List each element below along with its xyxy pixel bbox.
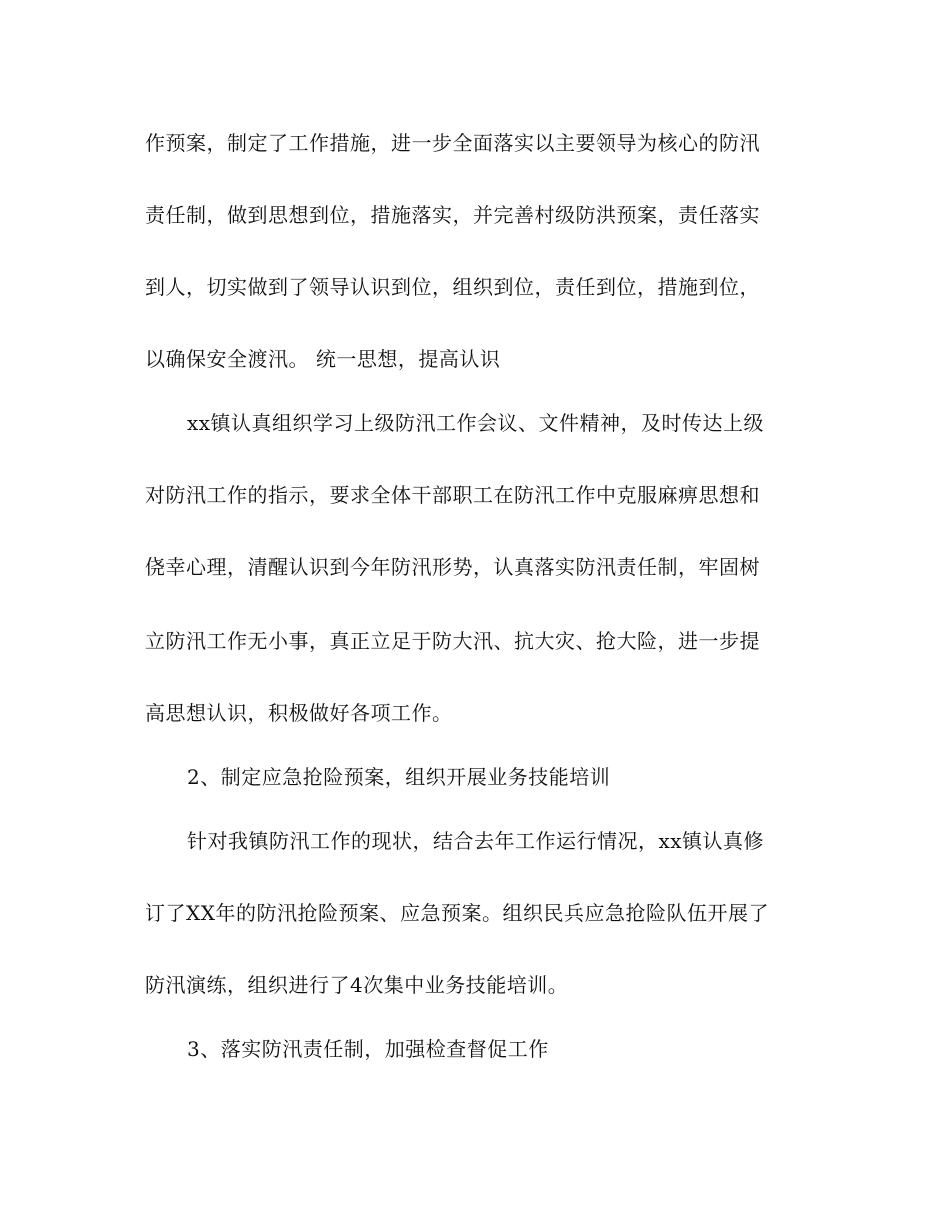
paragraph-line: 针对我镇防汛工作的现状，结合去年工作运行情况，xx镇认真修: [187, 829, 765, 853]
paragraph-line: xx镇认真组织学习上级防汛工作会议、文件精神，及时传达上级: [187, 411, 765, 435]
paragraph-line: 侥幸心理，清醒认识到今年防汛形势，认真落实防汛责任制，牢固树: [145, 555, 760, 579]
section-heading: 3、落实防汛责任制，加强检查督促工作: [187, 1037, 549, 1061]
paragraph-line: 以确保安全渡汛。 统一思想，提高认识: [145, 347, 501, 371]
paragraph-line: 立防汛工作无小事，真正立足于防大汛、抗大灾、抢大险，进一步提: [145, 629, 760, 653]
paragraph-line: 对防汛工作的指示，要求全体干部职工在防汛工作中克服麻痹思想和: [145, 483, 760, 507]
section-heading: 2、制定应急抢险预案，组织开展业务技能培训: [187, 765, 611, 789]
paragraph-line: 防汛演练，组织进行了4次集中业务技能培训。: [145, 973, 569, 997]
paragraph-line: 订了XX年的防汛抢险预案、应急预案。组织民兵应急抢险队伍开展了: [145, 901, 769, 925]
paragraph-line: 作预案，制定了工作措施，进一步全面落实以主要领导为核心的防汛: [145, 131, 760, 155]
paragraph-line: 责任制，做到思想到位，措施落实，并完善村级防洪预案，责任落实: [145, 203, 760, 227]
paragraph-line: 到人，切实做到了领导认识到位，组织到位，责任到位，措施到位，: [145, 275, 760, 299]
paragraph-line: 高思想认识，积极做好各项工作。: [145, 701, 453, 725]
